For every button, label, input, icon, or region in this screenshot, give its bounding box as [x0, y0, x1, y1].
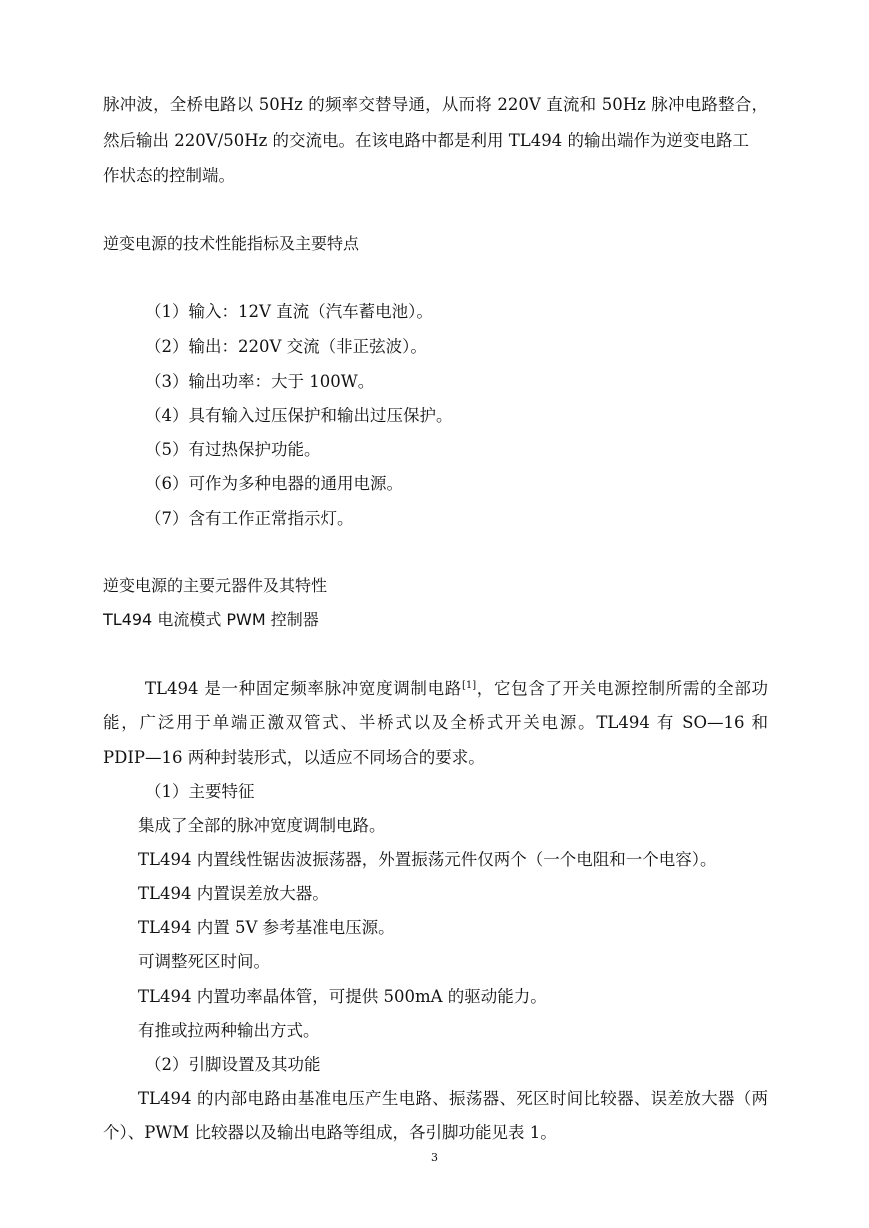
feature-item-5: 可调整死区时间。: [138, 952, 270, 971]
spec-item-2: （2）输出：220V 交流（非正弦波）。: [145, 337, 427, 356]
spec-item-6: （6）可作为多种电器的通用电源。: [145, 474, 403, 493]
section-heading-specs: 逆变电源的技术性能指标及主要特点: [103, 234, 360, 253]
intro-line-2: 然后输出 220V/50Hz 的交流电。在该电路中都是利用 TL494 的输出端作为逆变电路工: [103, 131, 749, 150]
para1-line-2: 能，广泛用于单端正激双管式、半桥式以及全桥式开关电源。TL494 有 SO—16 和: [103, 713, 768, 732]
intro-line-1: 脉冲波，全桥电路以 50Hz 的频率交替导通，从而将 220V 直流和 50Hz 脉冲电路整合，: [103, 95, 768, 114]
pins-line-1: TL494 的内部电路由基准电压产生电路、振荡器、死区时间比较器、误差放大器（两: [138, 1089, 768, 1108]
intro-line-3: 作状态的控制端。: [103, 166, 235, 185]
spec-item-1: （1）输入：12V 直流（汽车蓄电池）。: [145, 302, 433, 321]
feature-item-3: TL494 内置误差放大器。: [138, 884, 329, 903]
spec-item-5: （5）有过热保护功能。: [145, 440, 321, 459]
para1-text-b: ，它包含了开关电源控制所需的全部功: [476, 679, 769, 698]
feature-item-6: TL494 内置功率晶体管，可提供 500mA 的驱动能力。: [138, 987, 547, 1006]
section-heading-components: 逆变电源的主要元器件及其特性: [103, 576, 328, 595]
feature-item-7: 有推或拉两种输出方式。: [138, 1021, 320, 1040]
feature-item-4: TL494 内置 5V 参考基准电压源。: [138, 918, 395, 937]
feature-item-1: 集成了全部的脉冲宽度调制电路。: [138, 816, 386, 835]
pins-line-2: 个）、PWM 比较器以及输出电路等组成，各引脚功能见表 1。: [103, 1123, 557, 1142]
features-title: （1）主要特征: [145, 782, 255, 801]
para1-line-3: PDIP—16 两种封装形式，以适应不同场合的要求。: [103, 748, 485, 767]
para1-text-a: TL494 是一种固定频率脉冲宽度调制电路: [145, 679, 462, 698]
spec-item-7: （7）含有工作正常指示灯。: [145, 509, 354, 528]
feature-item-2: TL494 内置线性锯齿波振荡器，外置振荡元件仅两个（一个电阻和一个电容）。: [138, 850, 717, 869]
spec-item-4: （4）具有输入过压保护和输出过压保护。: [145, 406, 453, 425]
spec-item-3: （3）输出功率：大于 100W。: [145, 372, 375, 391]
subheading-tl494: TL494 电流模式 PWM 控制器: [103, 610, 319, 629]
page-number: 3: [431, 1151, 438, 1164]
citation-ref[interactable]: [1]: [461, 680, 477, 691]
pins-title: （2）引脚设置及其功能: [145, 1055, 321, 1074]
para1-line-1: [145, 679, 768, 702]
